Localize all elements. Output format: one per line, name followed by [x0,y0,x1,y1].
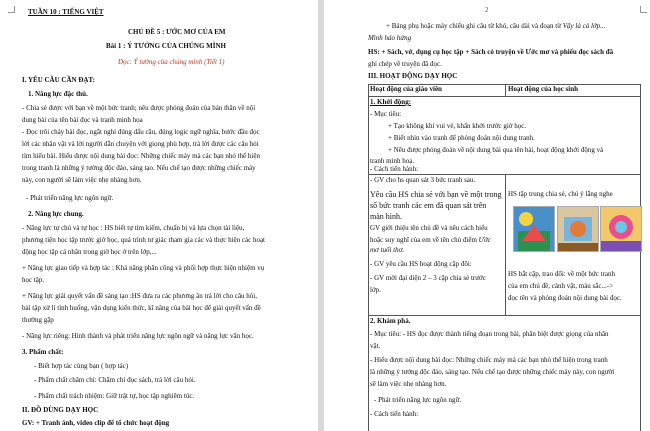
text-line [368,48,613,57]
illustration-3-svg [601,207,641,251]
illustration-1-svg [514,207,554,251]
text-span: hoặc suy nghĩ của em về tên chủ điểm [370,236,477,244]
text-line: - Đọc trôi chảy bài đọc, ngắt nghỉ đúng dấu câu, đúng logic ngữ nghĩa, bước đầu đọc [22,128,260,136]
text-line: đọc tên và phỏng đoán nội dung bài đọc. [508,294,622,302]
heading-qualities: 3. Phẩm chất: [22,348,64,356]
text-line: phương tiện học tập trước giờ học, quả trình tư giác tham gia các và thực hiện các hoạt [22,236,266,244]
text-line: - Năng lực tự chủ và tự học : HS biết tự tìm kiếm, chuẩn bị và lựa chọn tài liệu, [22,224,245,232]
section-requirements: I. YÊU CẦU CẦN ĐẠT: [22,76,95,84]
margin-mark [8,6,15,13]
text-line [386,22,605,31]
text-line: + Năng lực giao tiếp và hợp tác : Khả năng phân công và phối hợp thực hiện nhiệm vụ [22,264,265,272]
text-line: Mình háo hứng [368,34,412,42]
illustration-image-2 [557,206,599,252]
text-line: - GV yêu cầu HS hoạt động cặp đôi: [370,260,472,268]
col-teacher: Hoạt động của giáo viên [370,85,442,93]
heading-special-competence: 1. Năng lực đặc thù. [28,90,88,98]
text-line: Yêu cầu HS chia sẻ với bạn về một trong [370,190,502,199]
text-line: thường gặp [22,316,54,324]
text-line: - Phát triển năng lực ngôn ngữ. [26,194,114,202]
text-line: là những ý tưởng độc đáo, sáng tạo. Nếu chế tạo được những chiếc máy này, con người [370,368,615,376]
explore-title: 2. Khám phá. [370,317,411,325]
text-line: này, con người sẽ làm việc nhẹ nhàng hơn. [22,176,142,184]
text-span: + Bảng phụ hoặc máy chiếu ghi câu từ khó, câu dài và đoạn từ [386,22,562,30]
text-line: màn hình. [370,212,402,221]
text-span: Ước [478,236,491,244]
text-line: - Mục tiêu: [370,110,402,118]
text-line: ghi chép về truyện đã đọc. [368,60,442,68]
text-line: + Biết nhìn vào tranh để phỏng đoán nội dung tranh. [388,134,535,142]
lesson-title: Bài 1 : Ý TƯỞNG CỦA CHÚNG MÌNH [106,42,226,50]
warmup-title: 1. Khởi động: [370,98,412,106]
text-line: mơ tuổi thơ. [370,246,405,254]
illustration-2-svg [558,207,598,251]
text-line: lời các nhân vật và lời người dẫn chuyện với giọng phù hợp, trả lời được các câu hỏi [22,140,259,148]
text-line: tranh minh hoạ. [370,157,415,165]
text-line: - Phát triển năng lực ngôn ngữ. [374,396,462,404]
margin-mark [640,6,647,13]
text-line: số bức tranh các em đã quan sát trên [370,201,487,210]
text-line [370,236,491,245]
text-line: - Biết hợp tác cùng bạn ( hợp tác) [34,362,129,370]
hs-materials: HS: + Sách, vở, dụng cụ học tập + Sách có truyện về Ước mơ và phiếu đọc sách đã [368,48,614,56]
text-line: - Năng lực riêng: Hình thành và phát triển năng lực ngôn ngữ và năng lực văn học. [22,332,254,340]
text-line: trong tranh là những ý tưởng độc đáo, sáng tạo. Nếu chế tạo được những chiếc máy [22,164,256,172]
text-line: lớp. [370,286,381,294]
text-span: Vậy là cả lớp... [562,22,606,30]
section-materials: II. ĐỒ DÙNG DẠY HỌC [22,406,99,414]
text-line: - Phẩm chất chăm chỉ: Chăm chỉ đọc sách, trả lời câu hỏi. [34,376,196,384]
week-title: TUẦN 10 : TIẾNG VIỆT [28,8,104,16]
text-line: + Nêu được phỏng đoán về nội dung bài qua tên bài, hoạt động khởi động và [388,146,604,154]
text-line: của em chủ đề, cảnh vật, màu sắc...-> [508,282,614,290]
text-line: - Cách tiến hành: [370,165,419,173]
text-line: - Hiểu được nội dung bài đọc: Những chiếc máy mà các bạn nhỏ thể hiện trong tranh [370,356,608,364]
text-line: - Chia sẻ được với bạn về một bức tranh; nêu được phỏng đoán của bản thân về nội [22,104,256,112]
heading-general-competence: 2. Năng lực chung. [28,210,84,218]
text-line: HS tập trung chia sẻ, chú ý lắng nghe [508,190,613,198]
text-line: HS bắt cặp, trao đổi: về một bức tranh [508,270,616,278]
text-line: sẽ làm việc nhẹ nhàng hơn. [370,380,447,388]
reading-title: Đọc: Ý tưởng của chúng mình (Tiết 1) [118,58,225,66]
col-student: Hoạt động của học sinh [508,85,579,93]
text-line: học tập. [22,276,45,284]
text-line: dung bài của tên bài đọc và tranh minh họa [22,116,143,124]
text-line: tìm hiểu bài. Hiểu được nội dung bài đọc: Những chiếc máy mà các bạn nhỏ thể hiện [22,152,260,160]
text-line: vật. [370,342,381,350]
page-number: 2 [485,6,489,14]
topic-title: CHỦ ĐỀ 5 : ƯỚC MƠ CỦA EM [128,28,226,36]
text-line: - Phẩm chất trách nhiệm: Giữ trật tự, học tập nghiêm túc. [34,392,195,400]
gv-materials: GV: + Tranh ảnh, video clip để tổ chức hoạt động [22,419,170,427]
text-line: + Năng lực giải quyết vấn đề sáng tạo :HS đưa ra các phương án trả lời cho câu hỏi, [22,292,257,300]
text-line: động học tập cá nhân trong giờ học ở trên lớp,... [22,248,157,256]
illustration-image-1 [513,206,555,252]
text-line: - GV mời đại diện 2 – 3 cặp chia sẻ trước [370,274,486,282]
text-line: - Mục tiêu: - HS đọc được thành tiếng đoạn trong bài, phân biệt được giọng của nhân [370,330,609,338]
text-line: + Tạo không khí vui vẻ, khấn khởi trước giờ học. [388,122,527,130]
right-page [324,0,650,431]
section-activities: III. HOẠT ĐỘNG DẠY HỌC [368,72,458,80]
illustration-image-3 [600,206,642,252]
left-page [0,0,318,431]
text-line: - GV cho hs quan sát 3 bức tranh sau. [370,176,476,184]
text-line: bài tập xử lí tình huống, vận dụng kiến thức, kĩ năng của bài học để giải quyết vấn đề [22,304,261,312]
text-line: GV giới thiệu tên chủ đề và nêu cách hiểu [370,224,488,232]
text-line: - Cách tiến hành: [370,410,419,418]
